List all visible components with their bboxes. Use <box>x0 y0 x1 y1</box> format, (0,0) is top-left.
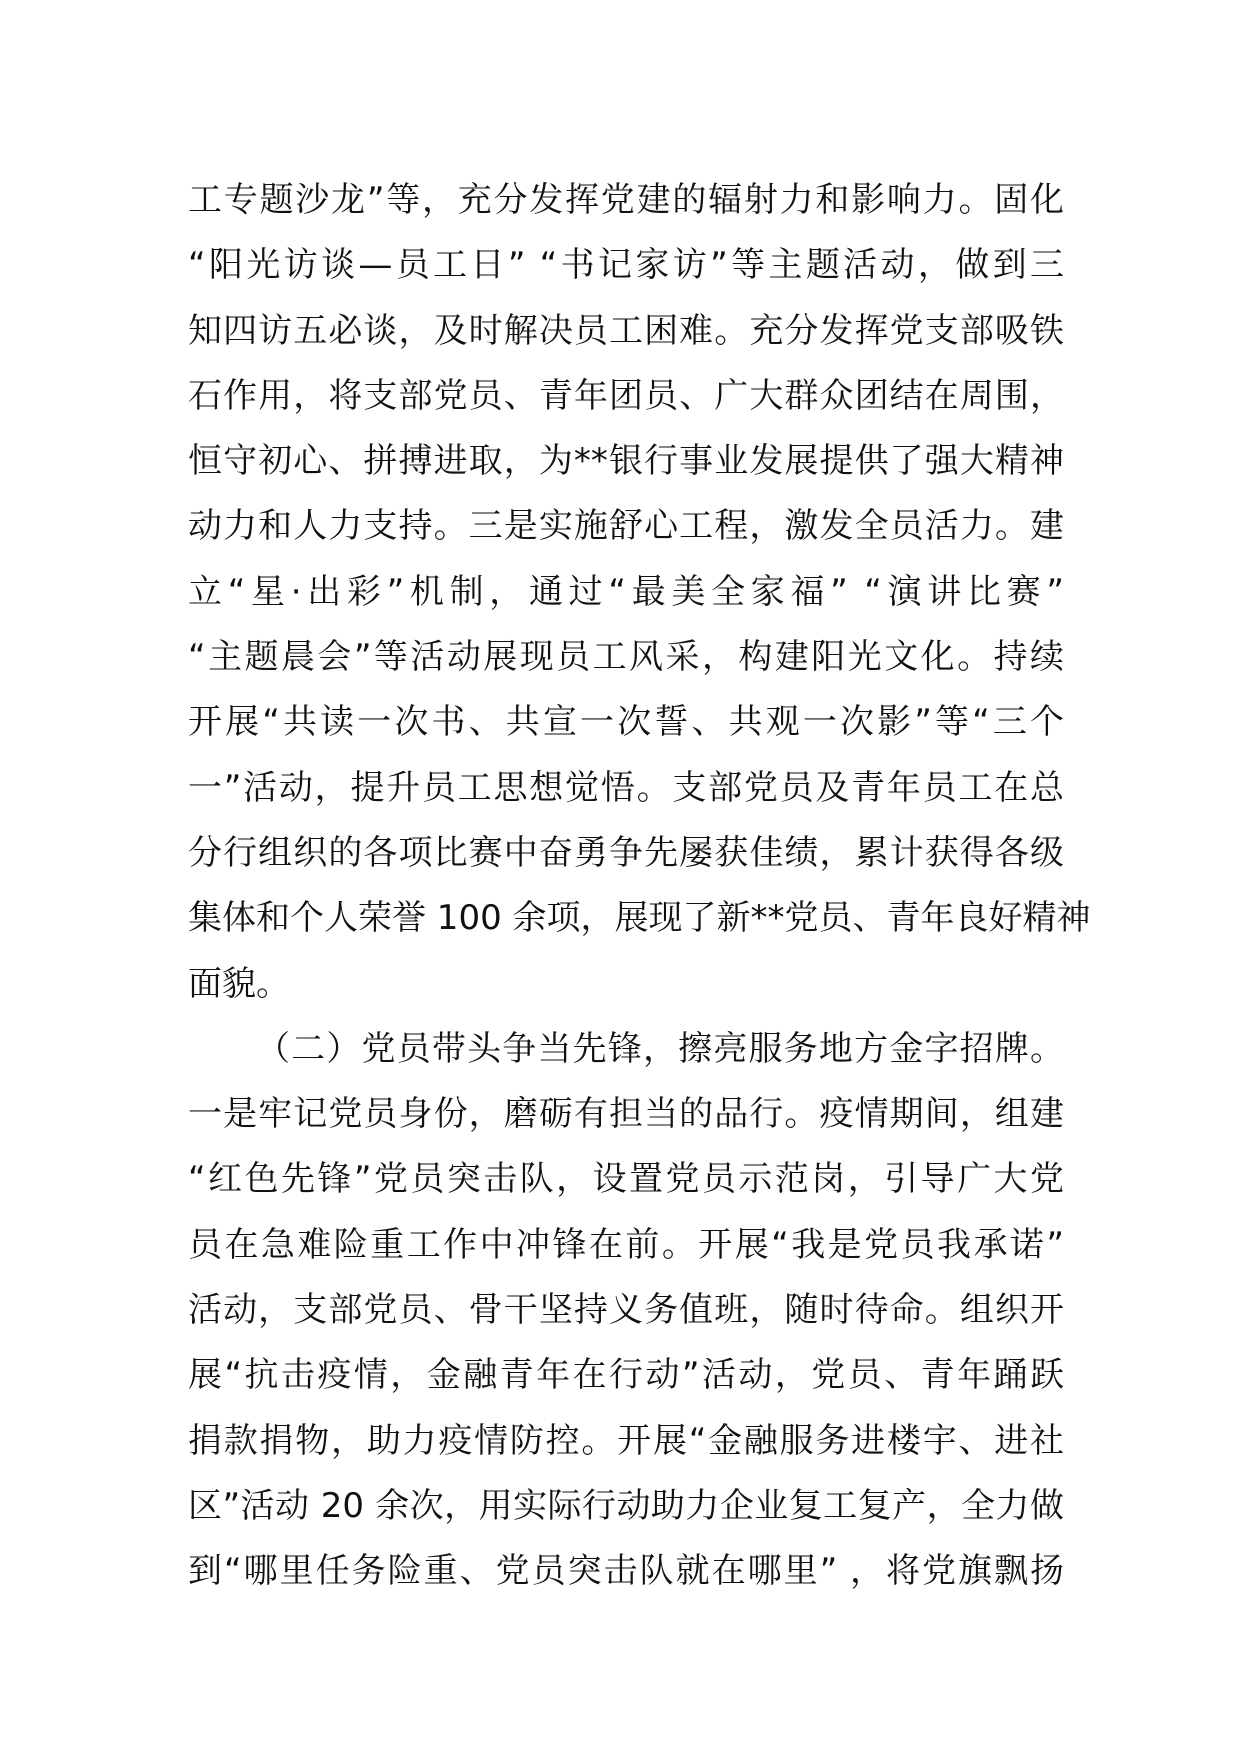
text-line: 展“抗击疫情，金融青年在行动”活动，党员、青年踊跃 <box>188 1355 1064 1396</box>
text-line: 员在急难险重工作中冲锋在前。开展“我是党员我承诺” <box>188 1224 1064 1265</box>
text-line: 捐款捐物，助力疫情防控。开展“金融服务进楼宇、进社 <box>188 1420 1064 1461</box>
text-line: 石作用，将支部党员、青年团员、广大群众团结在周围， <box>188 375 1064 416</box>
text-line: 开展“共读一次书、共宣一次誓、共观一次影”等“三个 <box>188 702 1064 743</box>
text-line: 集体和个人荣誉 100 余项，展现了新**党员、青年良好精神 <box>188 898 1091 939</box>
text-line: 一是牢记党员身份，磨砺有担当的品行。疫情期间，组建 <box>188 1094 1064 1135</box>
text-line: 区”活动 20 余次，用实际行动助力企业复工复产，全力做 <box>188 1485 1064 1526</box>
text-line: 立“星·出彩”机制，通过“最美全家福” “演讲比赛” <box>188 571 1064 612</box>
paragraph-last-line: 面貌。 <box>188 963 290 1004</box>
text-line: “主题晨会”等活动展现员工风采，构建阳光文化。持续 <box>188 637 1064 678</box>
section-heading-line: （二）党员带头争当先锋，擦亮服务地方金字招牌。 <box>256 1028 1064 1069</box>
text-line: 活动，支部党员、骨干坚持义务值班，随时待命。组织开 <box>188 1290 1064 1331</box>
text-line: 知四访五必谈，及时解决员工困难。充分发挥党支部吸铁 <box>188 310 1064 351</box>
text-line: 动力和人力支持。三是实施舒心工程，激发全员活力。建 <box>188 506 1064 547</box>
text-line: 分行组织的各项比赛中奋勇争先屡获佳绩，累计获得各级 <box>188 832 1064 873</box>
text-line: “红色先锋”党员突击队，设置党员示范岗，引导广大党 <box>188 1159 1064 1200</box>
text-line: 到“哪里任务险重、党员突击队就在哪里” ，将党旗飘扬 <box>188 1551 1064 1592</box>
text-line: 恒守初心、拼搏进取，为**银行事业发展提供了强大精神 <box>188 441 1064 482</box>
text-line: 一”活动，提升员工思想觉悟。支部党员及青年员工在总 <box>188 767 1064 808</box>
text-line: “阳光访谈—员工日” “书记家访”等主题活动，做到三 <box>188 245 1064 286</box>
text-line: 工专题沙龙”等，充分发挥党建的辐射力和影响力。固化 <box>188 180 1064 220</box>
body-text <box>188 168 1091 1605</box>
